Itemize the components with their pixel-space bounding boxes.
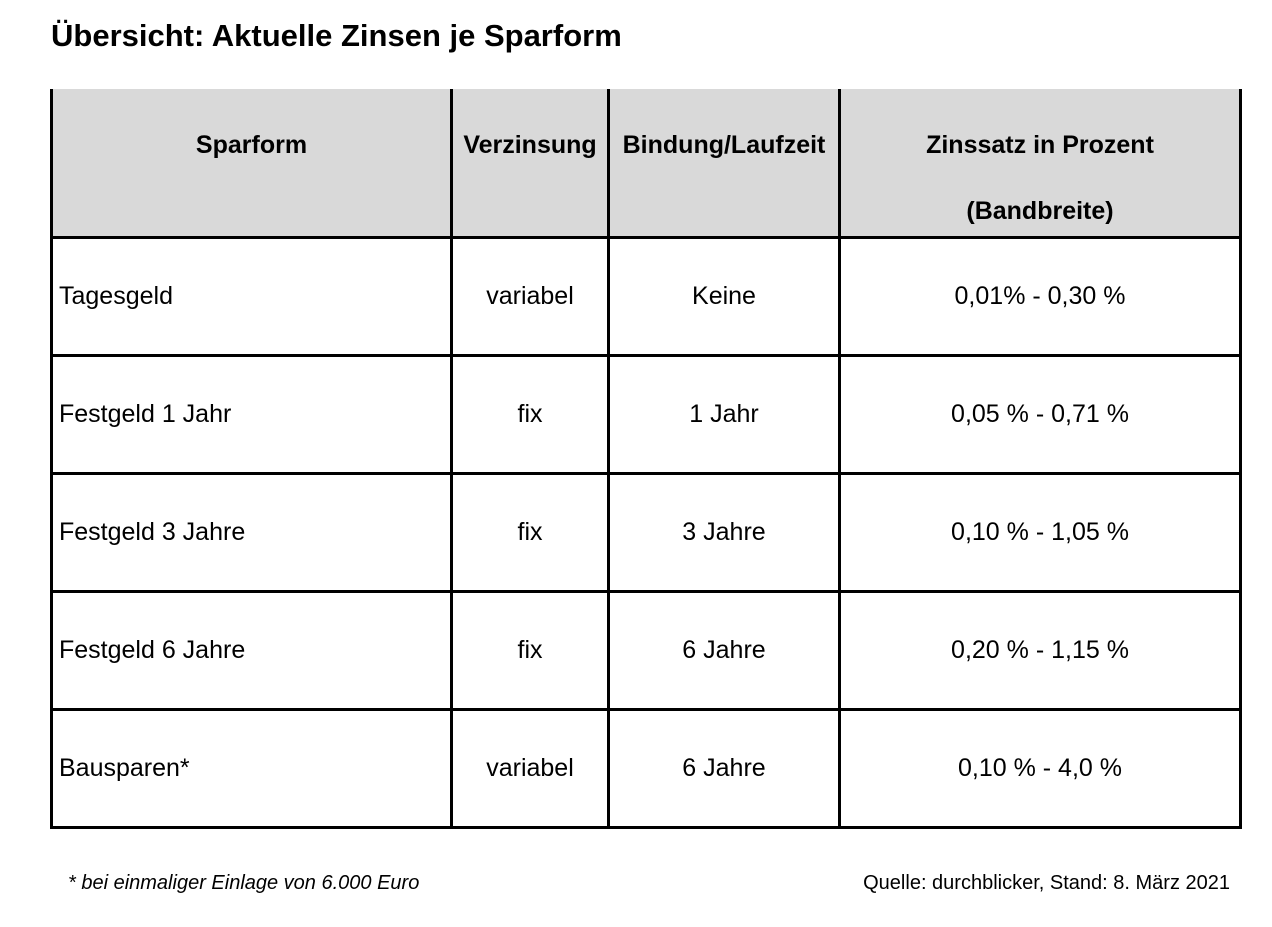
cell-zinssatz: 0,20 % - 1,15 % xyxy=(840,591,1241,709)
cell-bindung: 6 Jahre xyxy=(609,709,840,827)
header-sparform: Sparform xyxy=(52,89,452,237)
cell-verzinsung: fix xyxy=(452,591,609,709)
table-row xyxy=(52,355,1241,473)
header-row xyxy=(52,89,1241,237)
cell-verzinsung: fix xyxy=(452,473,609,591)
cell-verzinsung: fix xyxy=(452,355,609,473)
table-header xyxy=(52,89,1241,237)
table-body xyxy=(52,237,1241,827)
table-row xyxy=(52,591,1241,709)
cell-zinssatz: 0,10 % - 4,0 % xyxy=(840,709,1241,827)
cell-zinssatz: 0,01% - 0,30 % xyxy=(840,237,1241,355)
cell-sparform: Tagesgeld xyxy=(52,237,452,355)
table-row xyxy=(52,237,1241,355)
table-row xyxy=(52,473,1241,591)
cell-zinssatz: 0,10 % - 1,05 % xyxy=(840,473,1241,591)
cell-verzinsung: variabel xyxy=(452,237,609,355)
page-title: Übersicht: Aktuelle Zinsen je Sparform xyxy=(51,18,622,53)
table-row xyxy=(52,709,1241,827)
cell-bindung: Keine xyxy=(609,237,840,355)
header-bindung: Bindung/Laufzeit xyxy=(609,89,840,237)
header-zinssatz xyxy=(840,89,1241,237)
cell-zinssatz: 0,05 % - 0,71 % xyxy=(840,355,1241,473)
interest-rates-table xyxy=(50,89,1242,829)
cell-sparform: Bausparen* xyxy=(52,709,452,827)
header-verzinsung: Verzinsung xyxy=(452,89,609,237)
header-zinssatz-line2: (Bandbreite) xyxy=(966,197,1114,225)
cell-sparform: Festgeld 3 Jahre xyxy=(52,473,452,591)
cell-sparform: Festgeld 1 Jahr xyxy=(52,355,452,473)
cell-bindung: 1 Jahr xyxy=(609,355,840,473)
cell-verzinsung: variabel xyxy=(452,709,609,827)
cell-bindung: 3 Jahre xyxy=(609,473,840,591)
cell-bindung: 6 Jahre xyxy=(609,591,840,709)
source-note: Quelle: durchblicker, Stand: 8. März 2021 xyxy=(863,872,1230,894)
cell-sparform: Festgeld 6 Jahre xyxy=(52,591,452,709)
header-zinssatz-line1: Zinssatz in Prozent xyxy=(926,131,1154,159)
footnote: * bei einmaliger Einlage von 6.000 Euro xyxy=(68,872,420,894)
